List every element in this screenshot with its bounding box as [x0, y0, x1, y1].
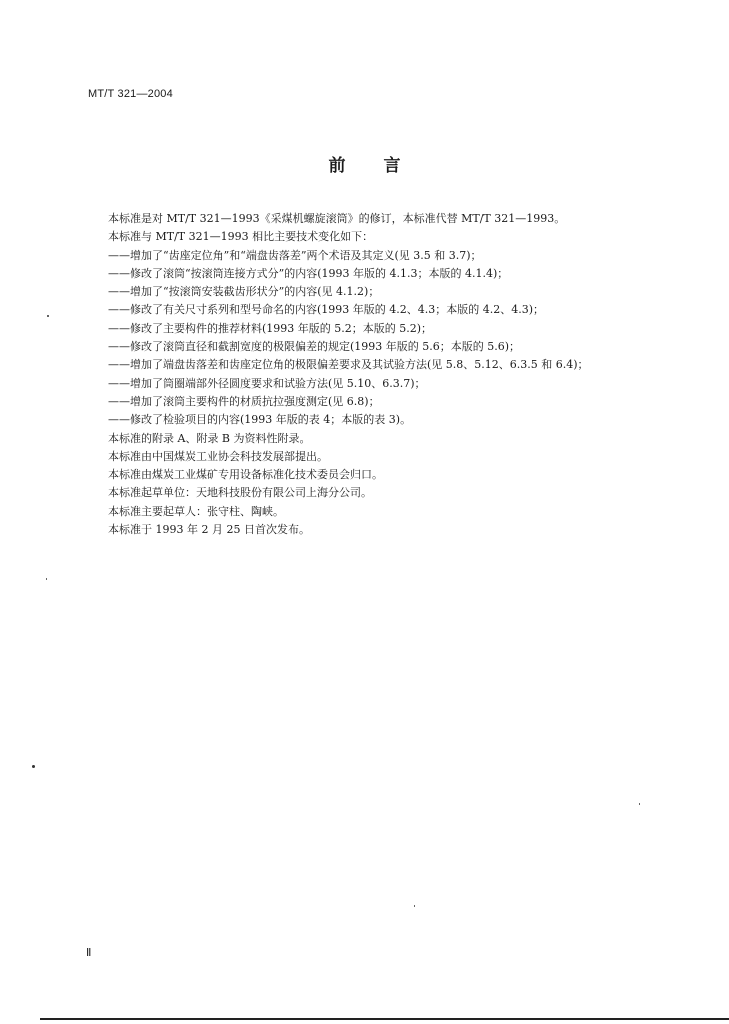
change-item: ——增加了滚筒主要构件的材质抗拉强度测定(见 6.8)； [108, 394, 380, 408]
scan-speck [639, 803, 640, 805]
change-item: ——修改了主要构件的推荐材料(1993 年版的 5.2；本版的 5.2)； [108, 321, 433, 335]
foreword-line: 本标准与 MT/T 321—1993 相比主要技术变化如下： [108, 230, 374, 244]
foreword-line: 本标准由煤炭工业煤矿专用设备标准化技术委员会归口。 [108, 468, 383, 482]
page-number: Ⅱ [86, 947, 92, 959]
bottom-rule [40, 1018, 729, 1020]
change-item: ——增加了“齿座定位角”和“端盘齿落差”两个术语及其定义(见 3.5 和 3.7)； [108, 248, 482, 262]
scan-speck [32, 765, 35, 768]
scan-speck [414, 905, 415, 907]
change-item: ——增加了端盘齿落差和齿座定位角的极限偏差要求及其试验方法(见 5.8、5.12、6.3.5 和 6.4)； [108, 358, 589, 372]
page-title: 前言 [328, 156, 439, 176]
change-item: ——增加了筒圈端部外径圆度要求和试验方法(见 5.10、6.3.7)； [108, 376, 426, 390]
scan-speck [47, 315, 49, 317]
document-code: MT/T 321—2004 [88, 88, 173, 100]
change-item: ——修改了检验项目的内容(1993 年版的表 4；本版的表 3)。 [108, 413, 412, 427]
foreword-line: 本标准是对 MT/T 321—1993《采煤机螺旋滚筒》的修订，本标准代替 MT/T 321—1993。 [108, 212, 566, 225]
foreword-body [108, 210, 708, 539]
foreword-line: 本标准于 1993 年 2 月 25 日首次发布。 [108, 523, 310, 537]
change-item: ——修改了滚筒直径和截割宽度的极限偏差的规定(1993 年版的 5.6；本版的 5.6)； [108, 340, 521, 354]
scan-speck [46, 578, 47, 580]
change-item: ——增加了“按滚筒安装截齿形状分”的内容(见 4.1.2)； [108, 285, 380, 299]
change-item: ——修改了滚筒“按滚筒连接方式分”的内容(1993 年版的 4.1.3；本版的 4.1.4)； [108, 266, 509, 280]
foreword-line: 本标准起草单位：天地科技股份有限公司上海分公司。 [108, 486, 372, 500]
foreword-line: 本标准主要起草人：张守柱、陶峡。 [108, 504, 284, 518]
change-item: ——修改了有关尺寸系列和型号命名的内容(1993 年版的 4.2、4.3；本版的 4.2、4.3)； [108, 303, 545, 317]
foreword-line: 本标准由中国煤炭工业协会科技发展部提出。 [108, 449, 328, 463]
foreword-line: 本标准的附录 A、附录 B 为资料性附录。 [108, 431, 311, 445]
